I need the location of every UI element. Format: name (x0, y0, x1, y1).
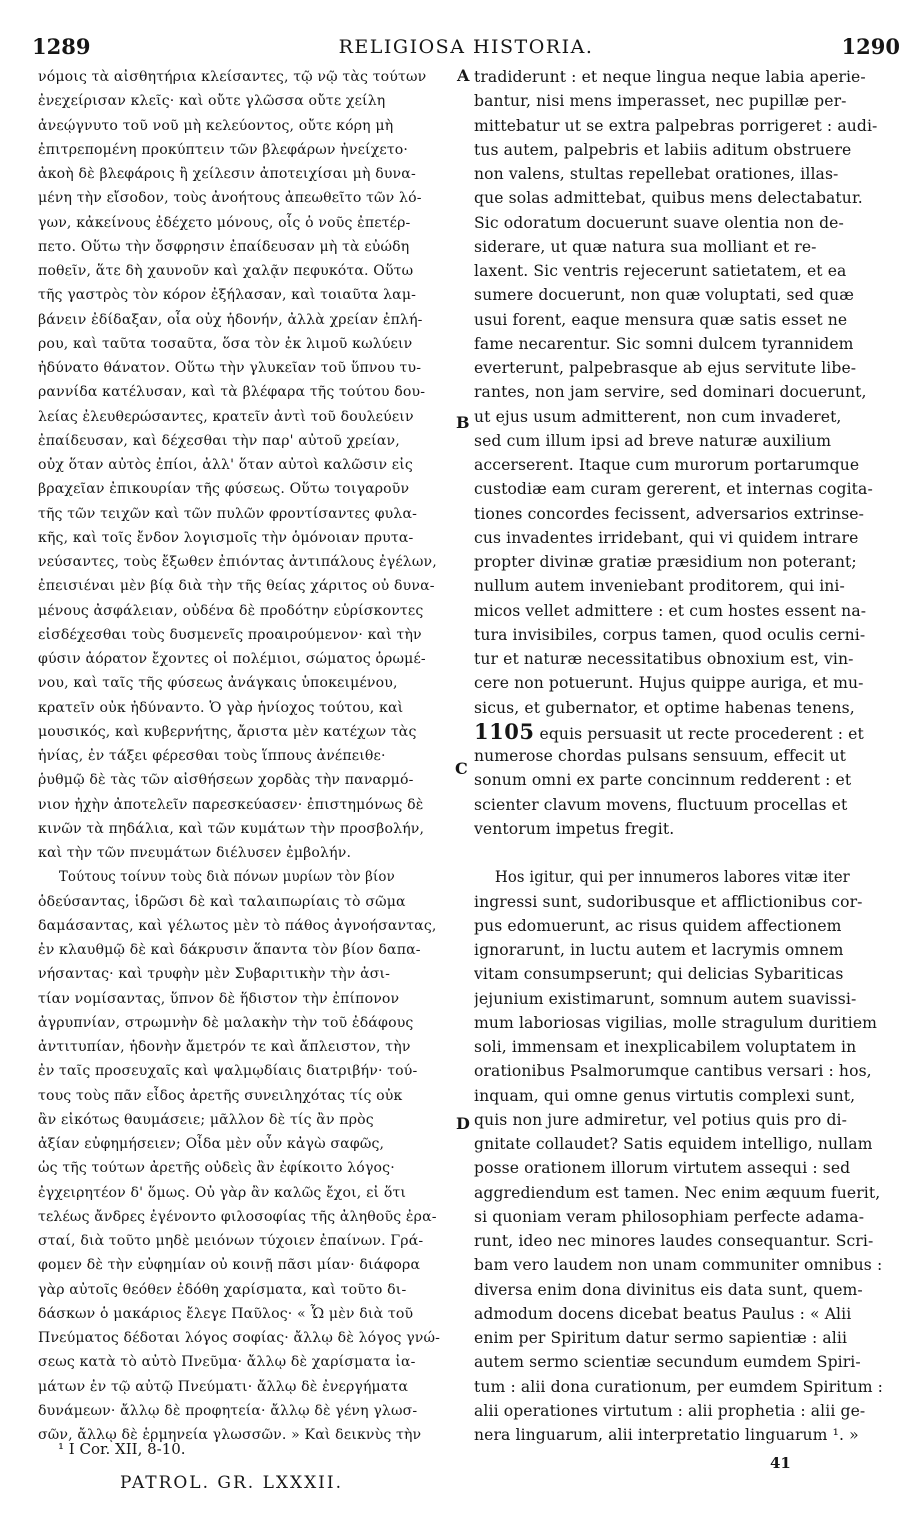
latin-text-line: gnitate collaudet? Satis equidem intelligo, nullam (474, 1135, 873, 1153)
latin-text-line: numerose chordas pulsans sensuum, effecit ut (474, 747, 847, 765)
footnote: ¹ I Cor. XII, 8-10. (58, 1440, 186, 1458)
greek-text-line: ἐπαίδευσαν, καὶ δέχεσθαι τὴν παρ' αὐτοῦ χρείαν, (38, 432, 400, 449)
greek-text-line: πετο. Οὕτω τὴν ὄσφρησιν ἐπαίδευσαν μὴ τὰ εὐώδη (38, 238, 410, 255)
latin-text-line: bantur, nisi mens imperasset, nec pupillæ per- (474, 92, 847, 111)
greek-text-line: ἐνεχείρισαν κλεῖς· καὶ οὔτε γλῶσσα οὔτε χείλη (38, 93, 386, 110)
greek-text-line: σεως κατὰ τὸ αὐτὸ Πνεῦμα· ἄλλῳ δὲ χαρίσματα ἰα- (38, 1354, 416, 1371)
greek-text-line: καὶ τὴν τῶν πνευμάτων διέλυσεν ἐμβολήν. (38, 845, 352, 861)
running-title: RELIGIOSA HISTORIA. (338, 36, 594, 58)
section-marker-c: C (455, 759, 468, 778)
latin-column (474, 65, 906, 1447)
right-column-number: 1290 (841, 34, 900, 59)
greek-text-line: ραννίδα κατέλυσαν, καὶ τὰ βλέφαρα τῆς τούτου δου- (38, 384, 426, 401)
greek-text-line: ἠδύνατο θάνατον. Οὕτω τὴν γλυκεῖαν τοῦ ὕπνου τυ- (38, 360, 422, 376)
greek-text-line: μάτων ἐν τῷ αὐτῷ Πνεύματι· ἄλλῳ δὲ ἐνεργήματα (38, 1378, 409, 1395)
latin-text-line: mum laboriosas vigilias, molle stragulum duritiem (474, 1013, 878, 1032)
greek-text-line: ἐν ταῖς προσευχαῖς καὶ ψαλμῳδίαις διατριβήν· τού- (38, 1063, 418, 1080)
greek-text-line: ἀνεῴγνυτο τοῦ νοῦ μὴ κελεύοντος, οὔτε κόρη μὴ (38, 117, 394, 134)
greek-text-line: σταί, διὰ τοῦτο μηδὲ μειόνων τύχοιεν ἐπαίνων. Γρά- (38, 1233, 424, 1249)
latin-text-line: tum : alii dona curationum, per eumdem Spiritum : (474, 1377, 884, 1396)
latin-text-line: runt, ideo nec minores laudes consequantur. Scri- (474, 1232, 874, 1250)
latin-text-line: ut ejus usum admitterent, non cum invaderet, (474, 407, 842, 426)
greek-text-line: ποθεῖν, ἅτε δὴ χαυνοῦν καὶ χαλᾷν πεφυκότα. Οὕτω (38, 263, 414, 279)
latin-text-line (474, 720, 906, 744)
latin-text-line: cere non potuerunt. Hujus quippe auriga, et mu- (474, 674, 864, 693)
greek-text-line: βραχεῖαν ἐπικουρίαν τῆς φύσεως. Οὕτω τοιγαροῦν (38, 481, 410, 498)
greek-text-line: λείας ἐλευθερώσαντες, κρατεῖν ἀντὶ τοῦ δουλεύειν (38, 408, 414, 425)
greek-text-line: ἐπιτρεπομένη προκύπτειν τῶν βλεφάρων ἠνείχετο· (38, 141, 409, 158)
latin-text-line: non valens, stultas repellebat orationes, illas- (474, 165, 839, 183)
latin-text-line: orationibus Psalmorumque cantibus versari : hos, (474, 1062, 872, 1081)
latin-text-line: ingressi sunt, sudoribusque et afflictionibus cor- (474, 892, 863, 911)
greek-text-line: τίαν νομίσαντας, ὕπνον δὲ ἥδιστον τὴν ἐπίπονον (38, 990, 400, 1007)
greek-text-line: νου, καὶ ταῖς τῆς φύσεως ἀνάγκαις ὑποκειμένου, (38, 675, 398, 692)
greek-text-line: ὁδεύσαντας, ἱδρῶσι δὲ καὶ ταλαιπωρίαις τὸ σῶμα (38, 893, 406, 910)
greek-text-line: δαμάσαντας, καὶ γέλωτος μὲν τὸ πάθος ἀγνοήσαντας, (38, 917, 437, 934)
latin-text-line: admodum docens dicebat beatus Paulus : « Alii (474, 1304, 852, 1323)
greek-text-line: εἰσδέχεσθαι τοὺς δυσμενεῖς προαιρούμενον· καὶ τὴν (38, 626, 422, 643)
greek-text-line: ἡνίας, ἐν τάξει φέρεσθαι τοὺς ἵππους ἀνέπειθε· (38, 748, 386, 764)
greek-text-line: νεύσαντες, τοὺς ἔξωθεν ἐπιόντας ἀντιπάλους ἐγέλων, (38, 554, 437, 570)
latin-text-line: laxent. Sic ventris rejecerunt satietatem, et ea (474, 262, 847, 280)
latin-text-line: bam vero laudem non unam communiter omnibus : (474, 1256, 883, 1275)
greek-text-line: κρατεῖν οὐκ ἠδύναντο. Ὁ γὰρ ἡνίοχος τούτου, καὶ (38, 699, 404, 716)
running-header (32, 34, 900, 64)
greek-text-line: νόμοις τὰ αἰσθητήρια κλείσαντες, τῷ νῷ τὰς τούτων (38, 69, 427, 85)
latin-text-line: usui forent, eaque mensura quæ satis esset ne (474, 310, 848, 329)
latin-text-line: tura invisibiles, corpus tamen, quod oculis cerni- (474, 625, 866, 644)
latin-text-line: everterunt, palpebrasque ab ejus servitute libe- (474, 359, 857, 377)
latin-text-line: inquam, qui omne genus virtutis complexi sunt, (474, 1086, 856, 1105)
latin-text-line: enim per Spiritum datur sermo sapientiæ : alii (474, 1329, 848, 1347)
greek-text-line: σῶν, ἄλλῳ δὲ ἑρμηνεία γλωσσῶν. » Καὶ δεικνὺς τὴν (38, 1427, 422, 1443)
greek-text-line: ἐπεισιέναι μὲν βίᾳ διὰ τὴν τῆς θείας χάριτος οὐ δυνα- (38, 578, 435, 595)
greek-text-line: Πνεύματος δέδοται λόγος σοφίας· ἄλλῳ δὲ λόγος γνώ- (38, 1330, 441, 1346)
latin-text-line: mittebatur ut se extra palpebras porrigeret : audi- (474, 116, 878, 135)
latin-text-span: equis persuasit ut recte procederent : et (539, 724, 864, 743)
latin-text-line: sicus, et gubernator, et optime habenas tenens, (474, 698, 855, 717)
latin-text-line: propter divinæ gratiæ præsidium non poterant; (474, 553, 857, 571)
latin-text-line: autem sermo scientiæ secundum eumdem Spiri- (474, 1353, 861, 1372)
latin-text-line: aggrediendum est tamen. Nec enim æquum fuerit, (474, 1183, 881, 1202)
latin-text-line: alii operationes virtutum : alii prophetia : alii ge- (474, 1401, 866, 1420)
greek-text-line: γὰρ αὐτοῖς θεόθεν ἐδόθη χαρίσματα, καὶ τοῦτο δι- (38, 1281, 407, 1298)
section-marker-b: B (456, 413, 470, 432)
latin-text-line: si quoniam veram philosophiam perfecte adama- (474, 1207, 865, 1226)
greek-text-line: ἀγρυπνίαν, στρωμνὴν δὲ μαλακὴν τὴν τοῦ ἐδάφους (38, 1014, 414, 1031)
latin-text-line: cus invadentes irridebant, qui vi quidem intrare (474, 528, 859, 547)
latin-text-line: micos vellet admittere : et cum hostes essent na- (474, 601, 867, 620)
section-marker-a: A (457, 66, 470, 85)
latin-text-line: nera linguarum, alii interpretatio linguarum ¹. » (474, 1426, 859, 1444)
latin-text-line: sed cum illum ipsi ad breve naturæ auxilium (474, 431, 832, 450)
greek-text-line: δάσκων ὁ μακάριος ἔλεγε Παῦλος· « Ὧ μὲν διὰ τοῦ (38, 1305, 414, 1322)
latin-text-line: nullum autem inveniebant proditorem, qui ini- (474, 577, 845, 596)
greek-text-line: νήσαντας· καὶ τρυφὴν μὲν Συβαριτικὴν τὴν ἀσι- (38, 966, 391, 983)
greek-text-line: βάνειν ἐδίδαξαν, οἷα οὐχ ἡδονήν, ἀλλὰ χρείαν ἐπλή- (38, 311, 423, 328)
latin-text-line: soli, immensam et inexplicabilem voluptatem in (474, 1038, 857, 1056)
greek-text-line: μένη τὴν εἴσοδον, τοὺς ἀνοήτους ἀπεωθεῖτο τῶν λό- (38, 190, 422, 207)
latin-text-line: tus autem, palpebris et labiis aditum obstruere (474, 140, 852, 159)
latin-text-line: diversa enim dona divinitus eis data sunt, quem- (474, 1280, 863, 1299)
latin-text-line: tiones concordes fecissent, adversarios extrinse- (474, 504, 864, 523)
latin-text-line: siderare, ut quæ natura sua molliant et re- (474, 237, 817, 256)
greek-text-line: ἐγχειρητέον δ' ὅμως. Οὐ γὰρ ἂν καλῶς ἔχοι, εἰ ὅτι (38, 1184, 407, 1201)
latin-text-line: Sic odoratum docuerunt suave olentia non de- (474, 213, 844, 232)
latin-text-line: fame necarentur. Sic somni dulcem tyrannidem (474, 334, 854, 353)
left-column-number: 1289 (32, 34, 91, 59)
latin-text-line: ignorarunt, in luctu autem et lacrymis omnem (474, 941, 844, 959)
greek-text-line: κῆς, καὶ τοῖς ἔνδον λογισμοῖς τὴν ὁμόνοιαν πρυτα- (38, 529, 414, 546)
latin-text-line: custodiæ eam curam gererent, et internas cogita- (474, 480, 873, 499)
greek-text-line: φύσιν ἀόρατον ἔχοντες οἱ πολέμιοι, σώματος ὁρωμέ- (38, 651, 426, 667)
latin-text-line: jejunium existimarunt, somnum autem suavissi- (474, 989, 857, 1008)
greek-text-line: ἀξίαν εὐφημήσειεν; Οἶδα μὲν οὖν κἀγὼ σαφῶς, (38, 1136, 385, 1152)
greek-text-line: τῆς τῶν τειχῶν καὶ τῶν πυλῶν φροντίσαντες φυλα- (38, 505, 418, 522)
latin-text-line: rantes, non jam servire, sed dominari docuerunt, (474, 383, 867, 402)
folio-number: 41 (770, 1454, 791, 1472)
greek-column (38, 65, 456, 1447)
greek-text-line: ἂν εἰκότως θαυμάσειε; μᾶλλον δὲ τίς ἂν πρὸς (38, 1111, 374, 1128)
greek-text-line: ρου, καὶ ταῦτα τοσαῦτα, ὅσα τὸν ἐκ λιμοῦ κωλύειν (38, 335, 413, 352)
greek-text-line: νιον ἠχὴν ἀποτελεῖν παρεσκεύασεν· ἐπιστημόνως δὲ (38, 796, 424, 813)
greek-text-line: φομεν δὲ τὴν εὐφημίαν οὐ κοινῇ πᾶσι μίαν· διάφορα (38, 1257, 421, 1274)
greek-text-line: τελέως ἄνδρες ἐγένοντο φιλοσοφίας τῆς ἀληθοῦς ἐρα- (38, 1208, 437, 1225)
greek-text-line: οὐχ ὅταν αὐτὸς ἐπίοι, ἀλλ' ὅταν αὐτοὶ καλῶσιν εἰς (38, 457, 413, 473)
greek-text-line: ῥυθμῷ δὲ τὰς τῶν αἰσθήσεων χορδὰς τὴν παναρμό- (38, 772, 414, 789)
greek-text-line: δυνάμεων· ἄλλῳ δὲ προφητεία· ἄλλῳ δὲ γένη γλωσ- (38, 1402, 418, 1419)
greek-text-line: τους τοὺς πᾶν εἶδος ἀρετῆς συνειληχότας τίς οὐκ (38, 1087, 403, 1104)
greek-text-line: κινῶν τὰ πηδάλια, καὶ τῶν κυμάτων τὴν προσβολήν, (38, 820, 425, 837)
latin-text-line: tradiderunt : et neque lingua neque labia aperie- (474, 68, 866, 86)
paragraph-gap (474, 841, 906, 865)
latin-text-line: Hos igitur, qui per innumeros labores vitæ iter (494, 868, 850, 887)
latin-text-line: tur et naturæ necessitatibus obnoxium est, vin- (474, 650, 854, 668)
latin-text-line: sumere docuerunt, non quæ voluptati, sed quæ (474, 286, 855, 305)
latin-text-line: vitam consumpserunt; qui delicias Sybariticas (474, 965, 844, 984)
latin-text-line: pus edomuerunt, ac risus quidem affectionem (474, 916, 842, 935)
greek-text-line: μουσικός, καὶ κυβερνήτης, ἄριστα μὲν κατέχων τὰς (38, 723, 417, 740)
latin-text-line: ventorum impetus fregit. (474, 819, 675, 838)
greek-text-line: γων, κἀκείνους ἐδέχετο μόνους, οἷς ὁ νοῦς ἐπετέρ- (38, 214, 411, 231)
greek-text-line: ἀκοὴ δὲ βλεφάροις ἢ χείλεσιν ἀποτειχίσαι μὴ δυνα- (38, 166, 416, 182)
greek-text-line: τῆς γαστρὸς τὸν κόρον ἐξήλασαν, καὶ τοιαῦτα λαμ- (38, 287, 417, 304)
latin-text-line: scienter clavum movens, fluctuum procellas et (474, 795, 848, 814)
greek-text-line: ἐν κλαυθμῷ δὲ καὶ δάκρυσιν ἅπαντα τὸν βίον δαπα- (38, 942, 421, 958)
margin-page-number: 1105 (474, 719, 535, 744)
section-marker-d: D (456, 1114, 470, 1133)
latin-text-line: sonum omni ex parte concinnum redderent : et (474, 771, 852, 790)
latin-text-line: quis non jure admiretur, vel potius quis pro di- (474, 1110, 848, 1129)
latin-text-line: que solas admittebat, quibus mens delectabatur. (474, 189, 863, 208)
signature-mark: PATROL. GR. LXXXII. (120, 1473, 344, 1493)
latin-text-line: accerserent. Itaque cum murorum portarumque (474, 456, 860, 474)
greek-text-line: μένους ἀσφάλειαν, οὐδένα δὲ προδότην εὑρίσκοντες (38, 602, 424, 619)
greek-text-line: Τούτους τοίνυν τοὺς διὰ πόνων μυρίων τὸν βίον (58, 869, 395, 886)
greek-text-line: ὡς τῆς τούτων ἀρετῆς οὐδεὶς ἂν ἐφίκοιτο λόγος· (38, 1160, 395, 1177)
latin-text-line: posse orationem illorum virtutem assequi : sed (474, 1159, 851, 1178)
greek-text-line: ἀντιτυπίαν, ἡδονὴν ἄμετρόν τε καὶ ἄπλειστον, τὴν (38, 1039, 411, 1055)
